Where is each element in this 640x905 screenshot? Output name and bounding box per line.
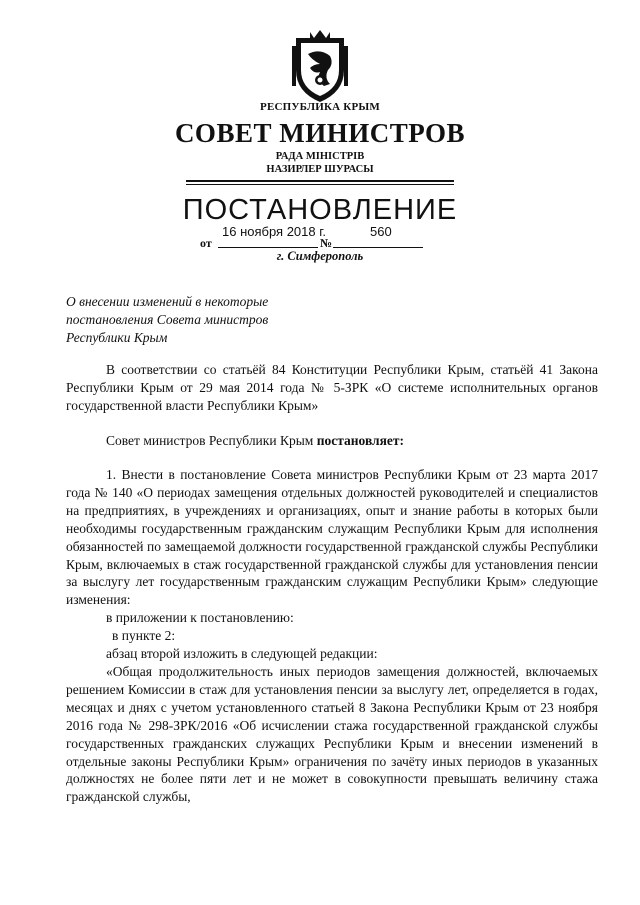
council-title-crimean-tatar: НАЗИРЛЕР ШУРАСЫ [266,164,374,175]
decree-date: 16 ноября 2018 г. [222,224,326,239]
from-label: от [200,236,212,250]
abzac-line: абзац второй изложить в следующей редакции: [106,646,378,662]
point-line: в пункте 2: [112,628,176,644]
header-rule-thick [186,180,454,182]
number-underline [333,247,423,248]
appendix-line: в приложении к постановлению: [106,610,294,626]
republic-name: РЕСПУБЛИКА КРЫМ [260,101,380,113]
header-rule-thin [186,184,454,185]
decree-subject [66,293,366,347]
resolve-paragraph [66,432,598,450]
subject-line: постановления Совета министров [66,312,269,327]
date-underline [218,247,318,248]
resolve-text: Совет министров Республики Крым [106,433,317,448]
main-content [66,466,598,806]
item-1-paragraph: 1. Внести в постановление Совета министров Республики Крым от 23 марта 2017 года № 140 «О периодах замещения отдельных должностей руководителей и специалистов на предприятиях, в учреждениях и организациях, опыт и знание работы в которых были необходимы государственным гражданским служащим Республики Крым для исполнения обязанностей по замещаемой должности государственной гражданской службы Республики Крым, включаемых в стаж государственной гражданской службы для установления пенсии за выслугу лет государственным гражданским служащим Республики Крым» следующие изменения: [66,467,598,608]
crimea-coat-of-arms-icon [290,30,350,106]
number-label: № [320,236,333,250]
decree-title: ПОСТАНОВЛЕНИЕ [182,194,458,226]
council-title-ukrainian: РАДА МІНІСТРІВ [275,151,365,162]
decree-number: 560 [370,224,392,239]
quote-paragraph: «Общая продолжительность иных периодов замещения должностей, включаемых решением Комиссии в стаж для установления пенсии за выслугу лет, определяется в годах, месяцах и днях с учетом установленного статьей 8 Закона Республики Крым от 23 ноября 2016 года № 298-ЗРК/2016 «Об исчислении стажа государственной гражданской службы государственных гражданских служащих Республики Крым и внесении изменений в отдельные законы Республики Крым» ограничения по зачёту иных периодов в указанных должностях не более пяти лет и не может в совокупности превышать величину стажа гражданской службы, [66,663,598,805]
city: г. Симферополь [276,249,364,263]
subject-line: О внесении изменений в некоторые [66,294,269,309]
subject-line: Республики Крым [66,330,168,345]
preamble-paragraph: В соответствии со статьёй 84 Конституции Республики Крым, статьёй 41 Закона Республики Крым от 29 мая 2014 года № 5-ЗРК «О системе исполнительных органов государственной власти Республики Крым» [66,362,598,413]
council-title: СОВЕТ МИНИСТРОВ [174,118,466,148]
resolve-bold: постановляет: [316,433,405,448]
